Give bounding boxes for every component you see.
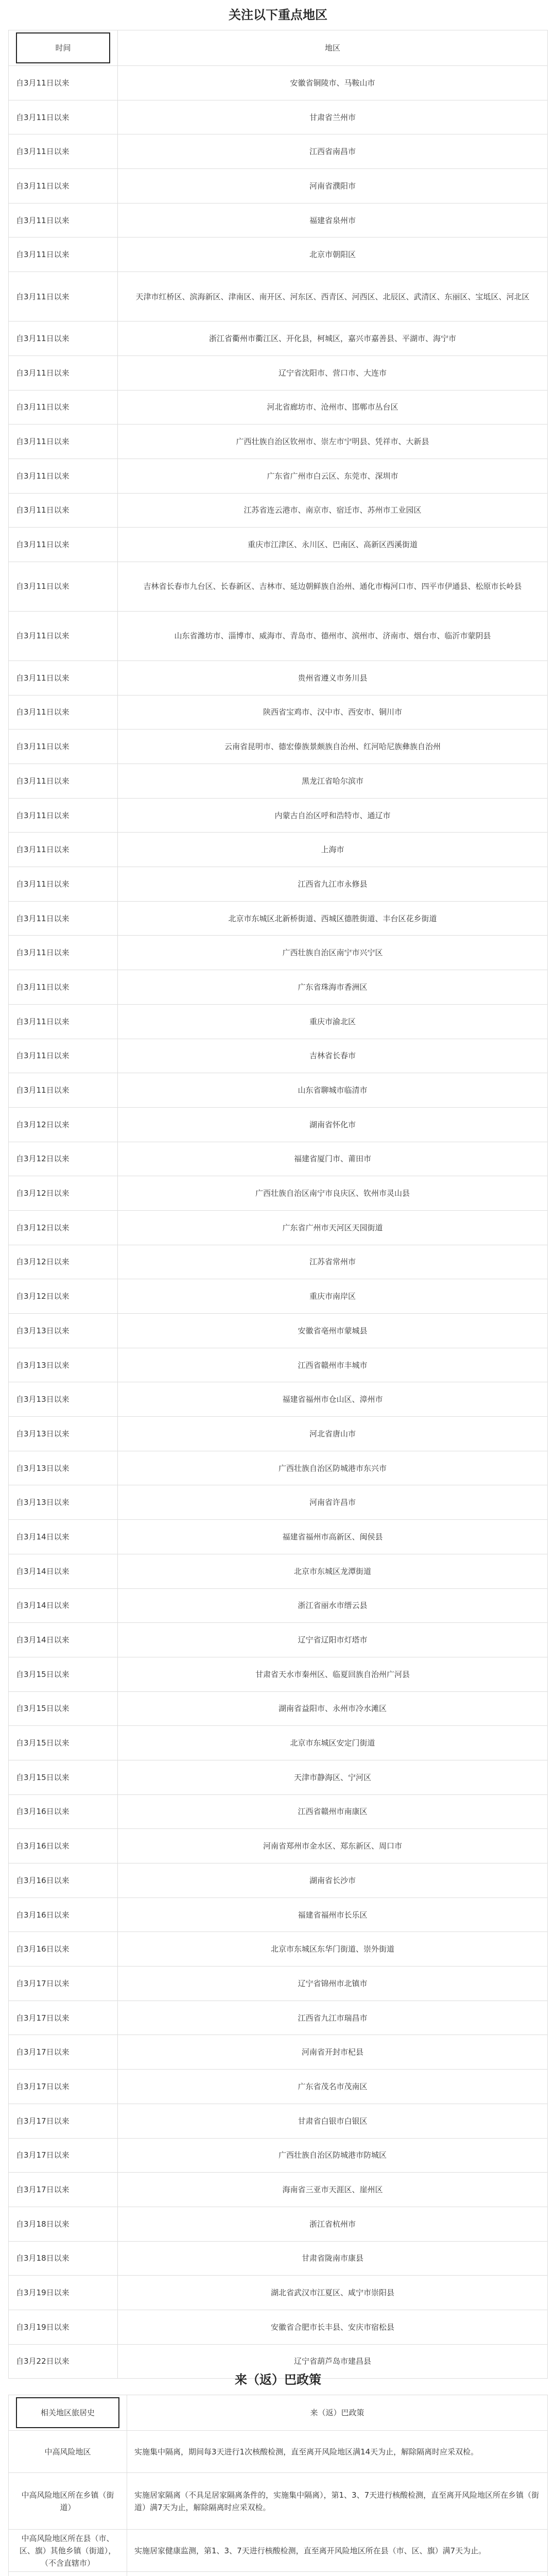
- row-label-cell: 自3月13日以来: [9, 1348, 118, 1382]
- header-travel-history-label: 相关地区旅居史: [16, 2397, 119, 2428]
- row-label-cell: 自3月15日以来: [9, 1691, 118, 1726]
- row-label-cell: 中高风险地区所在县（市、区、旗）其他乡镇（街道），（不含直辖市）: [9, 2530, 127, 2572]
- row-content-cell: 福建省厦门市、莆田市: [118, 1142, 548, 1176]
- table-row: [9, 1760, 548, 1794]
- row-content-cell: 江西省九江市永修县: [118, 867, 548, 902]
- row-label-cell: 自3月11日以来: [9, 425, 118, 459]
- row-content-cell: 甘肃省白银市白银区: [118, 2104, 548, 2138]
- table-row: [9, 798, 548, 833]
- row-label-cell: 自3月11日以来: [9, 203, 118, 238]
- table-row: [9, 425, 548, 459]
- row-label-cell: 自3月17日以来: [9, 2104, 118, 2138]
- table-row: [9, 1588, 548, 1623]
- table-row: [9, 901, 548, 936]
- table-row: [9, 2207, 548, 2241]
- table-row: [9, 867, 548, 902]
- table-row: [9, 1623, 548, 1657]
- row-content-cell: 天津市红桥区、滨海新区、津南区、南开区、河东区、西青区、河西区、北辰区、武清区、东丽区、宝坻区、河北区: [118, 272, 548, 321]
- row-content-cell: 内蒙古自治区呼和浩特市、通辽市: [118, 798, 548, 833]
- table-row: [9, 2530, 548, 2572]
- table-row: [9, 2572, 548, 2576]
- header-time-label: 时间: [16, 32, 110, 63]
- table-row: [9, 1142, 548, 1176]
- table-header-row: [9, 2395, 548, 2431]
- row-content-cell: 湖南省益阳市、永州市冷水滩区: [118, 1691, 548, 1726]
- table-row: [9, 1863, 548, 1898]
- row-content-cell: 福建省泉州市: [118, 203, 548, 238]
- row-label-cell: 自3月17日以来: [9, 2035, 118, 2070]
- row-label-cell: 自3月13日以来: [9, 1485, 118, 1520]
- table-row: [9, 1348, 548, 1382]
- table-row: [9, 1107, 548, 1142]
- table-row: [9, 1897, 548, 1932]
- row-label-cell: 自3月17日以来: [9, 2001, 118, 2035]
- row-content-cell: 河南省许昌市: [118, 1485, 548, 1520]
- row-label-cell: 自3月11日以来: [9, 867, 118, 902]
- table-row: [9, 1657, 548, 1691]
- table-row: [9, 1073, 548, 1108]
- table-row: [9, 1176, 548, 1211]
- row-label-cell: 自3月11日以来: [9, 970, 118, 1005]
- row-content-cell: 浙江省杭州市: [118, 2207, 548, 2241]
- key-areas-title: 关注以下重点地区: [229, 8, 327, 22]
- row-content-cell: 福建省福州市仓山区、漳州市: [118, 1382, 548, 1417]
- row-content-cell: 江苏省连云港市、南京市、宿迁市、苏州市工业园区: [118, 493, 548, 528]
- table-row: [9, 390, 548, 425]
- table-row: [9, 1520, 548, 1554]
- row-content-cell: 广西壮族自治区南宁市兴宁区: [118, 936, 548, 970]
- table-row: [9, 764, 548, 799]
- row-label-cell: 自3月12日以来: [9, 1245, 118, 1279]
- return-policy-table: [8, 2395, 548, 2576]
- row-label-cell: 自3月11日以来: [9, 936, 118, 970]
- row-content-cell: 浙江省衢州市衢江区、开化县，柯城区，嘉兴市嘉善县、平湖市、海宁市: [118, 321, 548, 356]
- row-content-cell: 广西壮族自治区防城港市东兴市: [118, 1451, 548, 1485]
- table-row: [9, 1245, 548, 1279]
- table-row: [9, 134, 548, 169]
- row-label-cell: 自3月15日以来: [9, 1657, 118, 1691]
- row-label-cell: 自3月17日以来: [9, 2138, 118, 2173]
- row-label-cell: 自3月11日以来: [9, 66, 118, 100]
- table-row: [9, 833, 548, 867]
- row-content-cell: 吉林省长春市九台区、长春新区、吉林市、延边朝鲜族自治州、通化市梅河口市、四平市伊通县、松原市长岭县: [118, 562, 548, 611]
- table-row: [9, 1485, 548, 1520]
- row-content-cell: 江西省九江市瑞昌市: [118, 2001, 548, 2035]
- table-row: [9, 1382, 548, 1417]
- row-content-cell: 重庆市南岸区: [118, 1279, 548, 1314]
- row-content-cell: 辽宁省沈阳市、营口市、大连市: [118, 355, 548, 390]
- row-content-cell: 福建省福州市长乐区: [118, 1897, 548, 1932]
- return-policy-section: [8, 2365, 548, 2576]
- row-label-cell: 自3月11日以来: [9, 611, 118, 660]
- table-row: [9, 1691, 548, 1726]
- table-row: [9, 1417, 548, 1451]
- row-label-cell: 中高风险地区: [9, 2431, 127, 2473]
- row-content-cell: 甘肃省天水市秦州区、临夏回族自治州广河县: [118, 1657, 548, 1691]
- row-label-cell: 自3月12日以来: [9, 1210, 118, 1245]
- row-label-cell: 自3月13日以来: [9, 1451, 118, 1485]
- row-content-cell: 陕西省宝鸡市、汉中市、西安市、铜川市: [118, 695, 548, 730]
- table-row: [9, 1279, 548, 1314]
- table-row: [9, 1004, 548, 1039]
- row-content-cell: 云南省昆明市、德宏傣族景颇族自治州、红河哈尼族彝族自治州: [118, 730, 548, 764]
- row-content-cell: [127, 2572, 548, 2576]
- header-policy: 来（返）巴政策: [127, 2395, 548, 2431]
- row-content-cell: 江西省赣州市南康区: [118, 1794, 548, 1829]
- row-content-cell: 海南省三亚市天涯区、崖州区: [118, 2173, 548, 2207]
- table-row: [9, 970, 548, 1005]
- row-content-cell: 江苏省常州市: [118, 1245, 548, 1279]
- row-content-cell: 广西壮族自治区南宁市良庆区、钦州市灵山县: [118, 1176, 548, 1211]
- header-time: [9, 30, 118, 66]
- table-row: [9, 2070, 548, 2104]
- table-row: [9, 1210, 548, 1245]
- row-label-cell: 自3月14日以来: [9, 1623, 118, 1657]
- return-policy-title: 来（返）巴政策: [235, 2372, 321, 2387]
- table-row: [9, 2241, 548, 2276]
- row-label-cell: 自3月17日以来: [9, 2173, 118, 2207]
- row-content-cell: 浙江省丽水市缙云县: [118, 1588, 548, 1623]
- row-content-cell: 辽宁省辽阳市灯塔市: [118, 1623, 548, 1657]
- header-travel-history: [9, 2395, 127, 2431]
- row-label-cell: 自3月11日以来: [9, 1039, 118, 1073]
- row-label-cell: 自3月14日以来: [9, 1588, 118, 1623]
- row-label-cell: 自3月16日以来: [9, 1829, 118, 1863]
- row-label-cell: 自3月19日以来: [9, 2310, 118, 2344]
- row-content-cell: 广东省珠海市香洲区: [118, 970, 548, 1005]
- row-content-cell: 天津市静海区、宁河区: [118, 1760, 548, 1794]
- row-content-cell: 甘肃省陇南市康县: [118, 2241, 548, 2276]
- table-row: [9, 1039, 548, 1073]
- row-label-cell: 自3月11日以来: [9, 100, 118, 134]
- table-row: [9, 1314, 548, 1348]
- row-content-cell: 辽宁省锦州市北镇市: [118, 1967, 548, 2001]
- table-row: [9, 203, 548, 238]
- row-content-cell: 湖北省武汉市江夏区、咸宁市崇阳县: [118, 2276, 548, 2310]
- row-label-cell: 自3月13日以来: [9, 1382, 118, 1417]
- row-label-cell: 自3月11日以来: [9, 1073, 118, 1108]
- table-row: [9, 1794, 548, 1829]
- table-row: [9, 936, 548, 970]
- row-label-cell: 自3月16日以来: [9, 1932, 118, 1967]
- table-row: [9, 2431, 548, 2473]
- table-row: [9, 611, 548, 660]
- key-areas-body: [9, 66, 548, 2379]
- table-row: [9, 2035, 548, 2070]
- row-content-cell: 贵州省遵义市务川县: [118, 660, 548, 695]
- row-label-cell: 自3月14日以来: [9, 1554, 118, 1588]
- row-content-cell: 河北省唐山市: [118, 1417, 548, 1451]
- header-area: 地区: [118, 30, 548, 66]
- row-content-cell: 广东省广州市白云区、东莞市、深圳市: [118, 459, 548, 493]
- row-label-cell: 自3月11日以来: [9, 730, 118, 764]
- row-content-cell: 江西省赣州市丰城市: [118, 1348, 548, 1382]
- row-label-cell: 自3月16日以来: [9, 1794, 118, 1829]
- table-row: [9, 321, 548, 356]
- row-content-cell: 辽宁省葫芦岛市建昌县: [118, 2344, 548, 2379]
- row-label-cell: 自3月14日以来: [9, 1520, 118, 1554]
- row-content-cell: 重庆市渝北区: [118, 1004, 548, 1039]
- row-label-cell: 自3月13日以来: [9, 1314, 118, 1348]
- row-label-cell: [9, 2572, 127, 2576]
- row-label-cell: 自3月12日以来: [9, 1176, 118, 1211]
- table-row: [9, 1451, 548, 1485]
- row-content-cell: 山东省聊城市临清市: [118, 1073, 548, 1108]
- table-row: [9, 459, 548, 493]
- table-row: [9, 493, 548, 528]
- row-label-cell: 自3月17日以来: [9, 1967, 118, 2001]
- row-label-cell: 自3月13日以来: [9, 1417, 118, 1451]
- row-content-cell: 河南省濮阳市: [118, 169, 548, 204]
- table-row: [9, 660, 548, 695]
- row-label-cell: 自3月11日以来: [9, 528, 118, 562]
- table-row: [9, 1726, 548, 1760]
- row-content-cell: 黑龙江省哈尔滨市: [118, 764, 548, 799]
- row-label-cell: 自3月12日以来: [9, 1279, 118, 1314]
- row-label-cell: 自3月11日以来: [9, 695, 118, 730]
- row-label-cell: 自3月11日以来: [9, 390, 118, 425]
- row-label-cell: 自3月11日以来: [9, 493, 118, 528]
- row-label-cell: 自3月11日以来: [9, 764, 118, 799]
- row-content-cell: 江西省南昌市: [118, 134, 548, 169]
- row-label-cell: 自3月11日以来: [9, 660, 118, 695]
- table-row: [9, 528, 548, 562]
- row-content-cell: 安徽省亳州市蒙城县: [118, 1314, 548, 1348]
- table-row: [9, 2001, 548, 2035]
- row-content-cell: 安徽省合肥市长丰县、安庆市宿松县: [118, 2310, 548, 2344]
- row-label-cell: 自3月11日以来: [9, 238, 118, 272]
- row-label-cell: 自3月16日以来: [9, 1897, 118, 1932]
- row-label-cell: 自3月11日以来: [9, 134, 118, 169]
- table-row: [9, 100, 548, 134]
- row-content-cell: 实施居家隔离（不具足居家隔离条件的，实施集中隔离），第1、3、7天进行核酸检测，直至离开风险地区所在乡镇（街道）满7天为止，解除隔离时应采双检。: [127, 2473, 548, 2530]
- row-content-cell: 福建省福州市高新区、闽侯县: [118, 1520, 548, 1554]
- row-label-cell: 自3月11日以来: [9, 901, 118, 936]
- row-content-cell: 河北省廊坊市、沧州市、邯郸市丛台区: [118, 390, 548, 425]
- row-label-cell: 自3月19日以来: [9, 2276, 118, 2310]
- row-label-cell: 自3月16日以来: [9, 1863, 118, 1898]
- table-row: [9, 2138, 548, 2173]
- row-content-cell: 实施集中隔离，期间每3天进行1次核酸检测，直至离开风险地区满14天为止，解除隔离时应采双检。: [127, 2431, 548, 2473]
- row-content-cell: 重庆市江津区、永川区、巴南区、高新区西溪街道: [118, 528, 548, 562]
- table-row: [9, 2104, 548, 2138]
- row-content-cell: 广东省广州市天河区天园街道: [118, 1210, 548, 1245]
- row-label-cell: 自3月11日以来: [9, 169, 118, 204]
- row-label-cell: 自3月11日以来: [9, 321, 118, 356]
- table-row: [9, 730, 548, 764]
- row-content-cell: 北京市朝阳区: [118, 238, 548, 272]
- row-content-cell: 北京市东城区东华门街道、崇外街道: [118, 1932, 548, 1967]
- table-row: [9, 238, 548, 272]
- row-content-cell: 北京市东城区安定门街道: [118, 1726, 548, 1760]
- row-content-cell: 湖南省怀化市: [118, 1107, 548, 1142]
- table-row: [9, 66, 548, 100]
- table-row: [9, 2173, 548, 2207]
- row-label-cell: 自3月11日以来: [9, 798, 118, 833]
- row-label-cell: 自3月15日以来: [9, 1726, 118, 1760]
- table-row: [9, 1554, 548, 1588]
- row-label-cell: 自3月11日以来: [9, 562, 118, 611]
- row-content-cell: 河南省郑州市金水区、郑东新区、周口市: [118, 1829, 548, 1863]
- key-areas-table: [8, 30, 548, 2379]
- table-row: [9, 169, 548, 204]
- row-label-cell: 自3月12日以来: [9, 1107, 118, 1142]
- row-label-cell: 自3月11日以来: [9, 355, 118, 390]
- row-content-cell: 甘肃省兰州市: [118, 100, 548, 134]
- row-label-cell: 自3月18日以来: [9, 2207, 118, 2241]
- row-label-cell: 自3月11日以来: [9, 1004, 118, 1039]
- row-content-cell: 北京市东城区北新桥街道、西城区德胜街道、丰台区花乡街道: [118, 901, 548, 936]
- table-row: [9, 562, 548, 611]
- row-content-cell: 广西壮族自治区钦州市、崇左市宁明县、凭祥市、大新县: [118, 425, 548, 459]
- row-content-cell: 北京市东城区龙潭街道: [118, 1554, 548, 1588]
- table-row: [9, 1967, 548, 2001]
- row-label-cell: 自3月11日以来: [9, 833, 118, 867]
- row-content-cell: 湖南省长沙市: [118, 1863, 548, 1898]
- row-label-cell: 自3月22日以来: [9, 2344, 118, 2379]
- table-row: [9, 1932, 548, 1967]
- row-content-cell: 吉林省长春市: [118, 1039, 548, 1073]
- table-row: [9, 695, 548, 730]
- row-label-cell: 自3月12日以来: [9, 1142, 118, 1176]
- table-row: [9, 2276, 548, 2310]
- row-content-cell: 河南省开封市杞县: [118, 2035, 548, 2070]
- row-label-cell: 自3月15日以来: [9, 1760, 118, 1794]
- row-label-cell: 自3月18日以来: [9, 2241, 118, 2276]
- table-row: [9, 355, 548, 390]
- table-row: [9, 2473, 548, 2530]
- row-label-cell: 自3月11日以来: [9, 459, 118, 493]
- section-spacer: [8, 2329, 548, 2365]
- row-content-cell: 广西壮族自治区防城港市防城区: [118, 2138, 548, 2173]
- key-areas-section: [8, 0, 548, 2366]
- row-label-cell: 自3月17日以来: [9, 2070, 118, 2104]
- row-label-cell: 自3月11日以来: [9, 272, 118, 321]
- table-header-row: [9, 30, 548, 66]
- row-content-cell: 实施居家健康监测，第1、3、7天进行核酸检测，直至离开风险地区所在县（市、区、旗）满7天为止。: [127, 2530, 548, 2572]
- row-content-cell: 广东省茂名市茂南区: [118, 2070, 548, 2104]
- row-content-cell: 安徽省铜陵市、马鞍山市: [118, 66, 548, 100]
- table-row: [9, 1829, 548, 1863]
- row-label-cell: 中高风险地区所在乡镇（街道）: [9, 2473, 127, 2530]
- row-content-cell: 上海市: [118, 833, 548, 867]
- row-content-cell: 山东省潍坊市、淄博市、威海市、青岛市、德州市、滨州市、济南市、烟台市、临沂市蒙阴县: [118, 611, 548, 660]
- table-row: [9, 272, 548, 321]
- return-policy-body: [9, 2431, 548, 2576]
